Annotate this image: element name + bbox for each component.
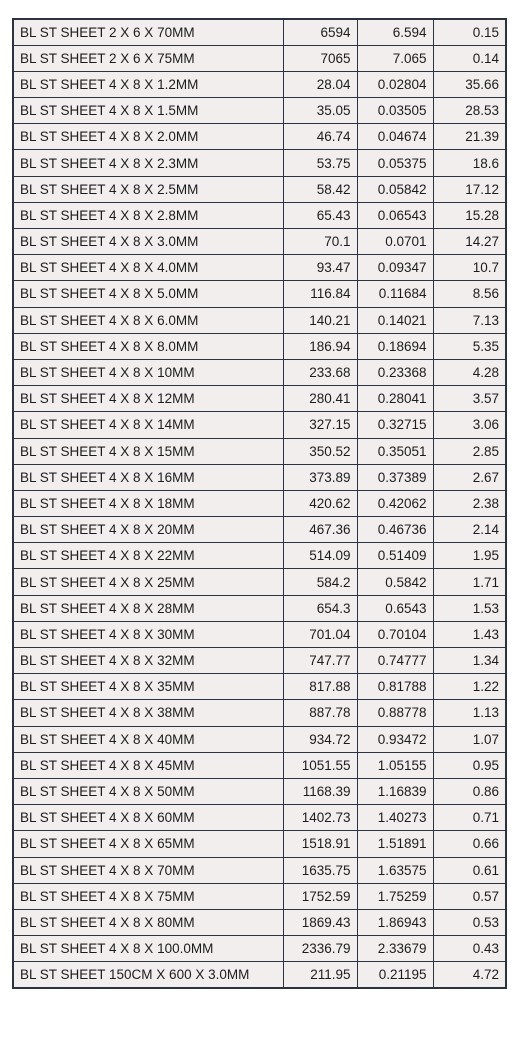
product-name-cell: BL ST SHEET 4 X 8 X 35MM (13, 674, 283, 700)
table-row (13, 778, 506, 804)
product-name-cell: BL ST SHEET 4 X 8 X 4.0MM (13, 255, 283, 281)
value-b-cell: 0.32715 (357, 412, 433, 438)
table-row (13, 648, 506, 674)
product-name-cell: BL ST SHEET 4 X 8 X 12MM (13, 386, 283, 412)
value-c-cell: 15.28 (433, 202, 506, 228)
value-b-cell: 0.93472 (357, 726, 433, 752)
value-c-cell: 8.56 (433, 281, 506, 307)
table-row (13, 255, 506, 281)
table-row (13, 490, 506, 516)
value-c-cell: 1.53 (433, 595, 506, 621)
table-row (13, 595, 506, 621)
table-row (13, 752, 506, 778)
table-row (13, 517, 506, 543)
value-c-cell: 1.34 (433, 648, 506, 674)
value-b-cell: 0.74777 (357, 648, 433, 674)
value-a-cell: 53.75 (283, 150, 357, 176)
product-name-cell: BL ST SHEET 4 X 8 X 50MM (13, 778, 283, 804)
product-name-cell: BL ST SHEET 4 X 8 X 2.3MM (13, 150, 283, 176)
value-a-cell: 934.72 (283, 726, 357, 752)
table-row (13, 281, 506, 307)
value-c-cell: 0.53 (433, 909, 506, 935)
product-name-cell: BL ST SHEET 4 X 8 X 32MM (13, 648, 283, 674)
product-name-cell: BL ST SHEET 4 X 8 X 2.0MM (13, 124, 283, 150)
table-row (13, 98, 506, 124)
value-a-cell: 65.43 (283, 202, 357, 228)
value-c-cell: 1.95 (433, 543, 506, 569)
value-c-cell: 17.12 (433, 176, 506, 202)
value-b-cell: 1.51891 (357, 831, 433, 857)
product-name-cell: BL ST SHEET 4 X 8 X 28MM (13, 595, 283, 621)
value-c-cell: 10.7 (433, 255, 506, 281)
value-a-cell: 1518.91 (283, 831, 357, 857)
table-row (13, 176, 506, 202)
value-a-cell: 35.05 (283, 98, 357, 124)
product-name-cell: BL ST SHEET 4 X 8 X 80MM (13, 909, 283, 935)
value-c-cell: 4.72 (433, 962, 506, 988)
value-b-cell: 2.33679 (357, 936, 433, 962)
value-b-cell: 0.6543 (357, 595, 433, 621)
product-name-cell: BL ST SHEET 4 X 8 X 6.0MM (13, 307, 283, 333)
product-name-cell: BL ST SHEET 4 X 8 X 2.8MM (13, 202, 283, 228)
value-b-cell: 0.28041 (357, 386, 433, 412)
table-row (13, 700, 506, 726)
product-name-cell: BL ST SHEET 4 X 8 X 2.5MM (13, 176, 283, 202)
table-row (13, 412, 506, 438)
value-c-cell: 1.07 (433, 726, 506, 752)
product-name-cell: BL ST SHEET 4 X 8 X 5.0MM (13, 281, 283, 307)
value-c-cell: 28.53 (433, 98, 506, 124)
value-b-cell: 0.88778 (357, 700, 433, 726)
table-row (13, 936, 506, 962)
value-a-cell: 327.15 (283, 412, 357, 438)
value-a-cell: 1635.75 (283, 857, 357, 883)
value-b-cell: 1.75259 (357, 883, 433, 909)
value-c-cell: 0.15 (433, 19, 506, 45)
value-b-cell: 6.594 (357, 19, 433, 45)
value-c-cell: 7.13 (433, 307, 506, 333)
table-row (13, 909, 506, 935)
value-c-cell: 0.86 (433, 778, 506, 804)
value-b-cell: 0.51409 (357, 543, 433, 569)
value-b-cell: 1.86943 (357, 909, 433, 935)
value-b-cell: 0.70104 (357, 621, 433, 647)
value-b-cell: 0.05375 (357, 150, 433, 176)
value-a-cell: 467.36 (283, 517, 357, 543)
table-row (13, 307, 506, 333)
value-b-cell: 1.63575 (357, 857, 433, 883)
value-a-cell: 1869.43 (283, 909, 357, 935)
value-b-cell: 0.11684 (357, 281, 433, 307)
table-row (13, 857, 506, 883)
table-row (13, 464, 506, 490)
product-name-cell: BL ST SHEET 4 X 8 X 100.0MM (13, 936, 283, 962)
value-c-cell: 3.57 (433, 386, 506, 412)
value-c-cell: 0.71 (433, 805, 506, 831)
product-name-cell: BL ST SHEET 4 X 8 X 22MM (13, 543, 283, 569)
value-c-cell: 0.57 (433, 883, 506, 909)
value-b-cell: 0.06543 (357, 202, 433, 228)
value-c-cell: 0.43 (433, 936, 506, 962)
value-c-cell: 0.66 (433, 831, 506, 857)
table-body (13, 19, 506, 988)
value-c-cell: 2.67 (433, 464, 506, 490)
table-row (13, 19, 506, 45)
product-name-cell: BL ST SHEET 4 X 8 X 8.0MM (13, 333, 283, 359)
table-row (13, 202, 506, 228)
table-row (13, 674, 506, 700)
value-c-cell: 5.35 (433, 333, 506, 359)
sheet-price-table (12, 18, 507, 989)
value-a-cell: 1051.55 (283, 752, 357, 778)
product-name-cell: BL ST SHEET 4 X 8 X 25MM (13, 569, 283, 595)
value-a-cell: 233.68 (283, 359, 357, 385)
value-b-cell: 0.37389 (357, 464, 433, 490)
product-name-cell: BL ST SHEET 4 X 8 X 40MM (13, 726, 283, 752)
value-b-cell: 0.5842 (357, 569, 433, 595)
product-name-cell: BL ST SHEET 4 X 8 X 75MM (13, 883, 283, 909)
value-a-cell: 28.04 (283, 71, 357, 97)
product-name-cell: BL ST SHEET 4 X 8 X 1.2MM (13, 71, 283, 97)
table-row (13, 333, 506, 359)
product-name-cell: BL ST SHEET 4 X 8 X 14MM (13, 412, 283, 438)
value-a-cell: 6594 (283, 19, 357, 45)
product-name-cell: BL ST SHEET 4 X 8 X 38MM (13, 700, 283, 726)
value-a-cell: 1402.73 (283, 805, 357, 831)
table-row (13, 621, 506, 647)
value-c-cell: 14.27 (433, 229, 506, 255)
value-c-cell: 21.39 (433, 124, 506, 150)
value-a-cell: 701.04 (283, 621, 357, 647)
value-b-cell: 0.35051 (357, 438, 433, 464)
table-row (13, 438, 506, 464)
value-b-cell: 0.81788 (357, 674, 433, 700)
value-a-cell: 93.47 (283, 255, 357, 281)
table-row (13, 386, 506, 412)
value-a-cell: 420.62 (283, 490, 357, 516)
value-a-cell: 350.52 (283, 438, 357, 464)
product-name-cell: BL ST SHEET 150CM X 600 X 3.0MM (13, 962, 283, 988)
value-b-cell: 0.18694 (357, 333, 433, 359)
value-b-cell: 0.02804 (357, 71, 433, 97)
value-b-cell: 0.0701 (357, 229, 433, 255)
value-a-cell: 186.94 (283, 333, 357, 359)
value-c-cell: 1.43 (433, 621, 506, 647)
value-a-cell: 116.84 (283, 281, 357, 307)
value-c-cell: 1.71 (433, 569, 506, 595)
product-name-cell: BL ST SHEET 2 X 6 X 75MM (13, 45, 283, 71)
value-b-cell: 0.09347 (357, 255, 433, 281)
product-name-cell: BL ST SHEET 4 X 8 X 60MM (13, 805, 283, 831)
table-row (13, 726, 506, 752)
value-a-cell: 1168.39 (283, 778, 357, 804)
value-a-cell: 654.3 (283, 595, 357, 621)
value-c-cell: 35.66 (433, 71, 506, 97)
value-a-cell: 46.74 (283, 124, 357, 150)
table-row (13, 805, 506, 831)
value-c-cell: 4.28 (433, 359, 506, 385)
table-row (13, 150, 506, 176)
value-c-cell: 18.6 (433, 150, 506, 176)
value-a-cell: 584.2 (283, 569, 357, 595)
value-a-cell: 70.1 (283, 229, 357, 255)
table-row (13, 45, 506, 71)
value-c-cell: 0.95 (433, 752, 506, 778)
value-c-cell: 0.61 (433, 857, 506, 883)
product-name-cell: BL ST SHEET 4 X 8 X 30MM (13, 621, 283, 647)
value-a-cell: 211.95 (283, 962, 357, 988)
value-b-cell: 7.065 (357, 45, 433, 71)
value-b-cell: 0.21195 (357, 962, 433, 988)
product-name-cell: BL ST SHEET 4 X 8 X 1.5MM (13, 98, 283, 124)
value-a-cell: 887.78 (283, 700, 357, 726)
value-c-cell: 0.14 (433, 45, 506, 71)
value-b-cell: 1.05155 (357, 752, 433, 778)
product-name-cell: BL ST SHEET 4 X 8 X 3.0MM (13, 229, 283, 255)
value-b-cell: 0.04674 (357, 124, 433, 150)
value-b-cell: 0.14021 (357, 307, 433, 333)
table-row (13, 569, 506, 595)
table-row (13, 124, 506, 150)
product-name-cell: BL ST SHEET 4 X 8 X 20MM (13, 517, 283, 543)
value-c-cell: 3.06 (433, 412, 506, 438)
value-b-cell: 0.03505 (357, 98, 433, 124)
value-a-cell: 373.89 (283, 464, 357, 490)
value-a-cell: 747.77 (283, 648, 357, 674)
table-row (13, 883, 506, 909)
value-a-cell: 514.09 (283, 543, 357, 569)
value-c-cell: 2.14 (433, 517, 506, 543)
value-a-cell: 58.42 (283, 176, 357, 202)
value-b-cell: 0.46736 (357, 517, 433, 543)
product-name-cell: BL ST SHEET 4 X 8 X 70MM (13, 857, 283, 883)
value-b-cell: 0.42062 (357, 490, 433, 516)
value-b-cell: 0.05842 (357, 176, 433, 202)
product-name-cell: BL ST SHEET 4 X 8 X 15MM (13, 438, 283, 464)
table-row (13, 229, 506, 255)
value-c-cell: 1.13 (433, 700, 506, 726)
table-row (13, 831, 506, 857)
table-row (13, 543, 506, 569)
product-name-cell: BL ST SHEET 4 X 8 X 18MM (13, 490, 283, 516)
product-name-cell: BL ST SHEET 4 X 8 X 45MM (13, 752, 283, 778)
value-a-cell: 280.41 (283, 386, 357, 412)
product-name-cell: BL ST SHEET 4 X 8 X 65MM (13, 831, 283, 857)
value-a-cell: 2336.79 (283, 936, 357, 962)
value-c-cell: 2.38 (433, 490, 506, 516)
product-name-cell: BL ST SHEET 4 X 8 X 16MM (13, 464, 283, 490)
value-b-cell: 1.16839 (357, 778, 433, 804)
value-c-cell: 1.22 (433, 674, 506, 700)
product-name-cell: BL ST SHEET 2 X 6 X 70MM (13, 19, 283, 45)
table-row (13, 71, 506, 97)
value-a-cell: 1752.59 (283, 883, 357, 909)
value-a-cell: 140.21 (283, 307, 357, 333)
value-a-cell: 817.88 (283, 674, 357, 700)
table-row (13, 962, 506, 988)
product-name-cell: BL ST SHEET 4 X 8 X 10MM (13, 359, 283, 385)
table-row (13, 359, 506, 385)
value-b-cell: 0.23368 (357, 359, 433, 385)
value-a-cell: 7065 (283, 45, 357, 71)
value-c-cell: 2.85 (433, 438, 506, 464)
value-b-cell: 1.40273 (357, 805, 433, 831)
